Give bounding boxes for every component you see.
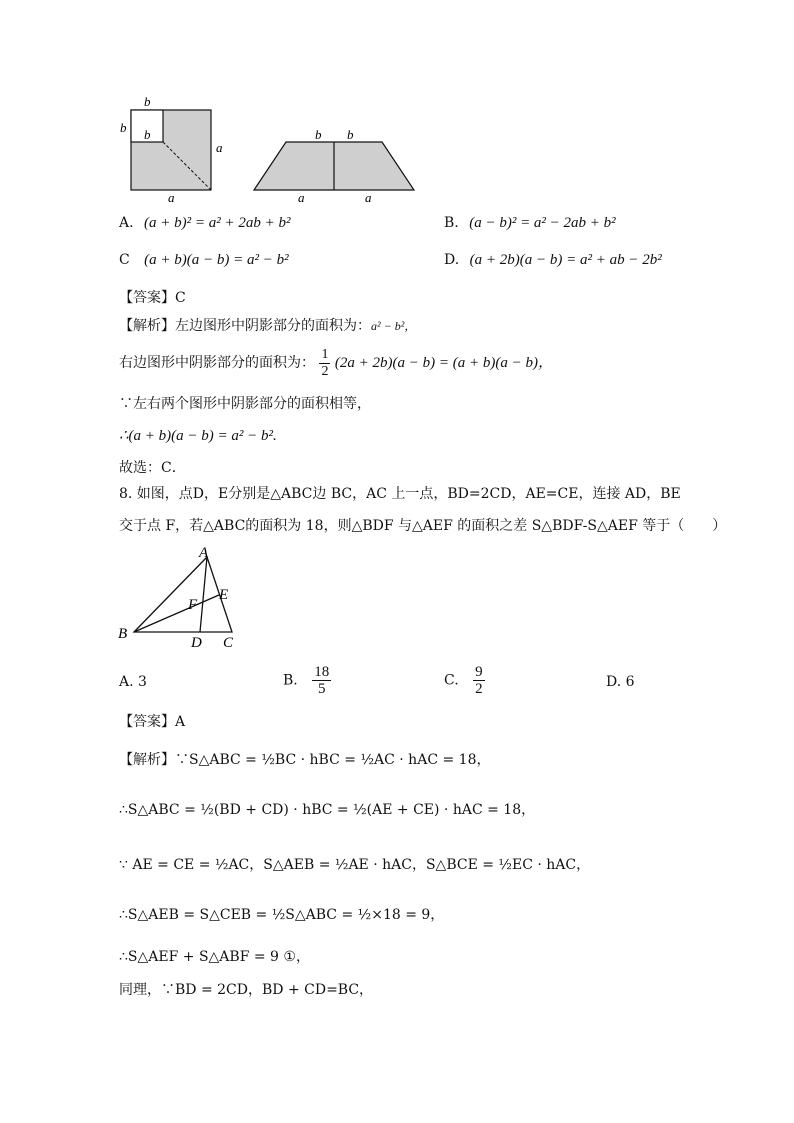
q8-stem-line-2: 交于点 F，若△ABC的面积为 18，则△BDF 与△AEF 的面积之差 S△BDF-S△AEF 等于（ ） bbox=[119, 518, 727, 534]
label-b-inner: b bbox=[144, 127, 151, 142]
point-b-label: B bbox=[118, 626, 128, 642]
q8-option-c bbox=[444, 664, 485, 697]
q8-stem-line-1: 8. 如图，点D，E分别是△ABC边 BC，AC 上一点，BD=2CD，AE=CE，连接 AD，BE bbox=[119, 486, 681, 502]
q8-explanation-3: ∵ AE = CE = ½AC，S△AEB = ½AE · hAC，S△BCE = ½EC · hAC， bbox=[119, 857, 591, 873]
q7-option-a bbox=[119, 215, 291, 232]
q8-explanation-1: 【解析】∵S△ABC = ½BC · hBC = ½AC · hAC = 18， bbox=[119, 752, 491, 768]
segment-ad bbox=[200, 557, 207, 632]
label-a-trap-2: a bbox=[365, 190, 372, 205]
q8-option-b bbox=[283, 664, 331, 697]
q7-option-b bbox=[444, 215, 616, 232]
q7-explanation-1 bbox=[119, 316, 416, 336]
label-a-trap-1: a bbox=[298, 190, 305, 205]
exp1-formula: a² − b²， bbox=[371, 319, 417, 333]
label-a-bottom: a bbox=[168, 190, 175, 205]
q8-explanation-4: ∴S△AEB = S△CEB = ½S△ABC = ½×18 = 9， bbox=[119, 907, 445, 923]
triangle-abc bbox=[134, 557, 232, 632]
option-c-label: C. bbox=[444, 672, 459, 689]
q8-option-a: A. 3 bbox=[119, 674, 147, 690]
option-d-formula: (a + 2b)(a − b) = a² + ab − 2b² bbox=[469, 252, 662, 268]
q7-explanation-2 bbox=[119, 346, 553, 380]
exp2-formula: (2a + 2b)(a − b) = (a + b)(a − b)， bbox=[334, 355, 553, 371]
label-a-right: a bbox=[216, 140, 223, 155]
option-a-formula: (a + b)² = a² + 2ab + b² bbox=[144, 215, 291, 231]
q7-option-d bbox=[444, 252, 662, 269]
segment-be bbox=[134, 595, 219, 632]
point-d-label: D bbox=[191, 635, 202, 651]
option-c-fraction: $\frac{9}{2}$ bbox=[475, 664, 483, 697]
exp2-label: 右边图形中阴影部分的面积为： bbox=[119, 355, 315, 371]
exp1-label: 【解析】左边图形中阴影部分的面积为： bbox=[119, 318, 371, 334]
point-c-label: C bbox=[223, 635, 234, 651]
triangle-figure bbox=[112, 545, 252, 655]
exp2-fraction: $\frac{1}{2}$ bbox=[321, 346, 329, 379]
option-b-fraction: $\frac{18}{5}$ bbox=[314, 664, 330, 697]
label-b-trap-2: b bbox=[347, 127, 354, 142]
q8-answer: 【答案】A bbox=[119, 714, 186, 730]
point-f-label: F bbox=[188, 597, 198, 613]
point-a-label: A bbox=[199, 545, 209, 561]
q7-answer: 【答案】C bbox=[119, 290, 186, 306]
option-a-label: A. bbox=[119, 215, 134, 231]
q8-explanation-2: ∴S△ABC = ½(BD + CD) · hBC = ½(AE + CE) · hAC = 18， bbox=[119, 802, 536, 818]
option-b-label: B. bbox=[444, 215, 459, 231]
label-b-left: b bbox=[120, 120, 127, 135]
q8-option-d: D. 6 bbox=[606, 674, 635, 690]
figure-squares-trapezoid bbox=[110, 92, 430, 207]
label-b-top: b bbox=[144, 94, 151, 109]
option-c-label: C bbox=[119, 252, 130, 268]
q7-option-c bbox=[119, 252, 289, 269]
q7-explanation-3: ∵左右两个图形中阴影部分的面积相等， bbox=[119, 396, 371, 412]
q7-explanation-5: 故选：C． bbox=[119, 460, 186, 476]
q8-explanation-6: 同理，∵BD = 2CD，BD + CD=BC， bbox=[119, 982, 374, 998]
label-b-trap-1: b bbox=[315, 127, 322, 142]
option-d-label: D. bbox=[444, 252, 460, 268]
q8-explanation-5: ∴S△AEF + S△ABF = 9 ①， bbox=[119, 949, 310, 965]
q7-explanation-4: ∴(a + b)(a − b) = a² − b². bbox=[119, 428, 277, 444]
option-c-formula: (a + b)(a − b) = a² − b² bbox=[144, 252, 289, 268]
point-e-label: E bbox=[219, 587, 229, 603]
option-b-label: B. bbox=[283, 672, 298, 689]
option-b-formula: (a − b)² = a² − 2ab + b² bbox=[469, 215, 616, 231]
